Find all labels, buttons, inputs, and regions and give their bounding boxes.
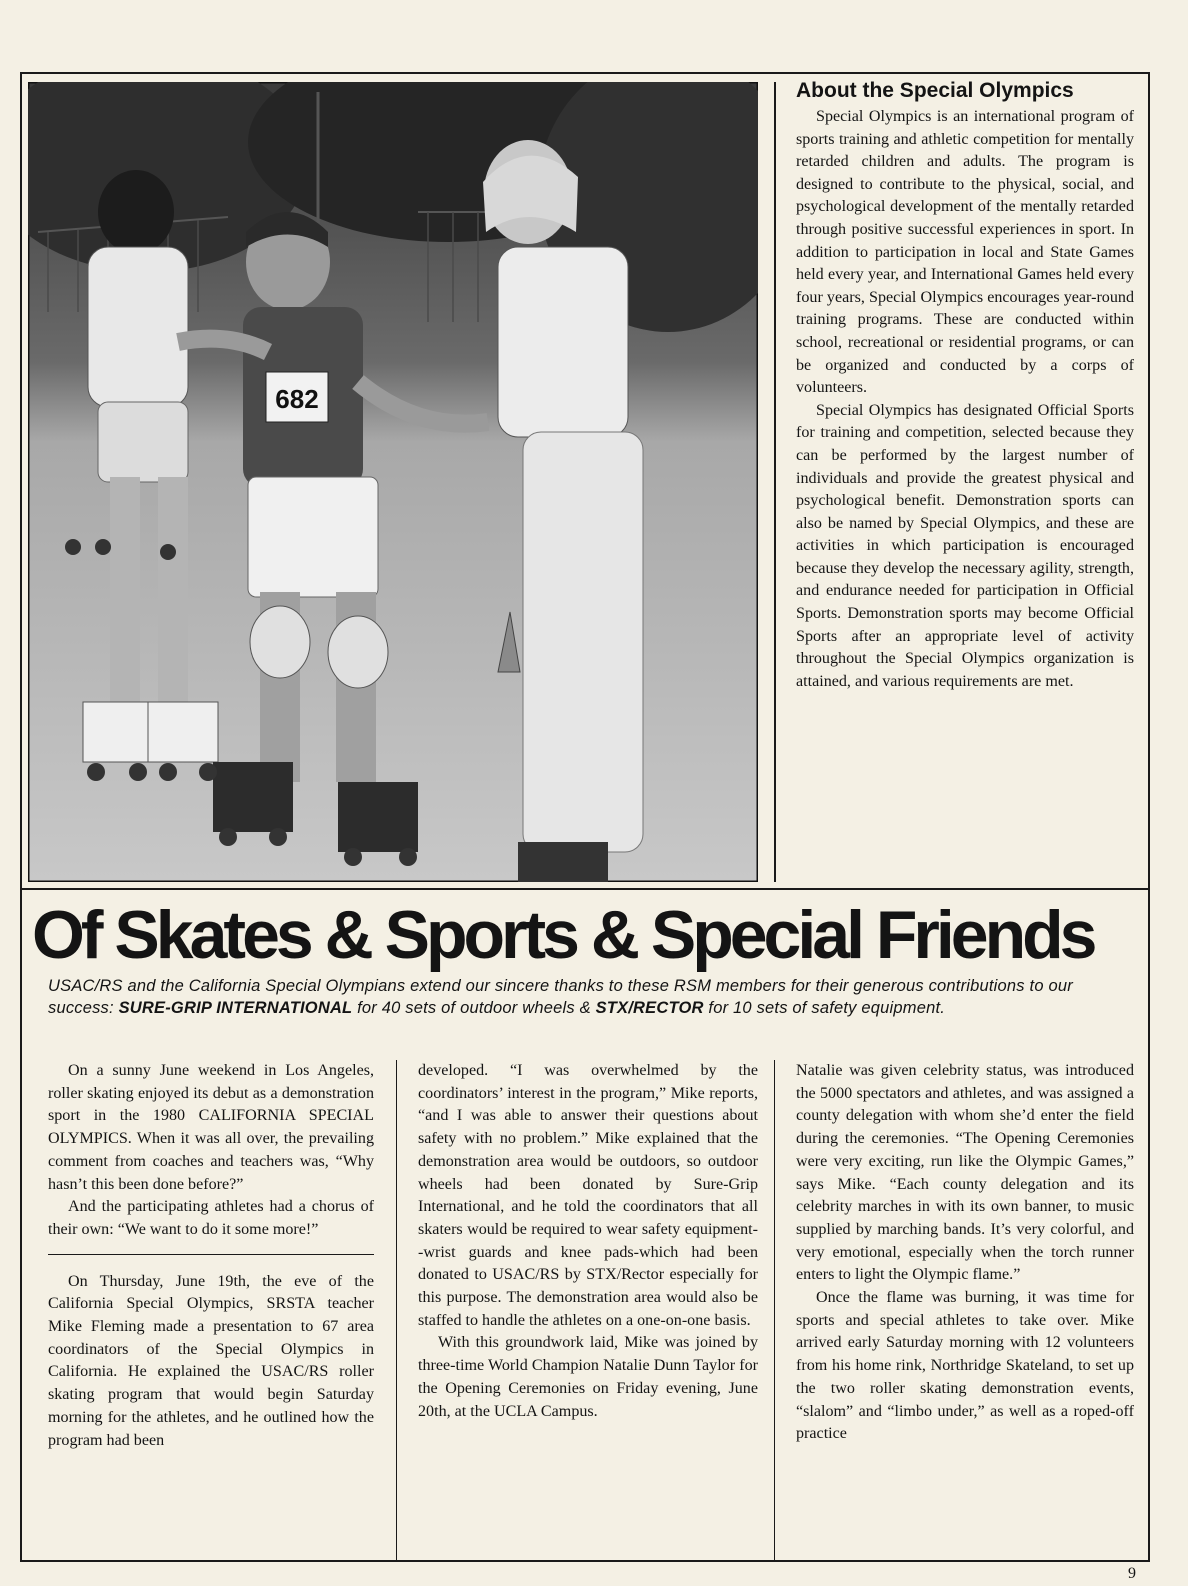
credits-end: for 10 sets of safety equipment.	[703, 998, 946, 1017]
article-column-1	[48, 1060, 374, 1452]
article-headline: Of Skates & Sports & Special Friends	[32, 897, 1094, 973]
sidebar-divider	[774, 82, 776, 882]
skaters-photo	[28, 82, 758, 882]
column-divider	[48, 1254, 374, 1255]
column-rule	[396, 1060, 397, 1562]
about-sidebar	[796, 78, 1134, 693]
article-paragraph: And the participating athletes had a chorus of their own: “We want to do it some more!”	[48, 1198, 374, 1238]
article-paragraph: On Thursday, June 19th, the eve of the California Special Olympics, SRSTA teacher Mike Fleming made a presentation to 67 area coordinators of the Special Olympics in California. He explained the USAC/RS roller skating program that would begin Saturday morning for the athletes, and he outlined how the program had been	[48, 1272, 374, 1449]
article-paragraph: With this groundwork laid, Mike was joined by three-time World Champion Natalie Dunn Taylor for the Opening Ceremonies on Friday evening, June 20th, at the UCLA Campus.	[418, 1334, 758, 1420]
sidebar-paragraph: Special Olympics is an international program of sports training and athletic competition for mentally retarded children and adults. The program is designed to contribute to the physical, social, and psychological development of the mentally retarded through positive successful experiences in sport. In addition to participation in local and State Games held every year, and International Games held every four years, Special Olympics encourages year-round training programs. These are conducted within school, recreational or residential programs, or can be organized and conducted by a corps of volunteers.	[796, 108, 1134, 397]
bib-number: 682	[275, 384, 319, 414]
article-paragraph: On a sunny June weekend in Los Angeles, roller skating enjoyed its debut as a demonstration sport in the 1980 CALIFORNIA SPECIAL OLYMPICS. When it was all over, the prevailing comment from coaches and teachers was, “Why hasn’t this been done before?”	[48, 1062, 374, 1193]
credits-middle: for 40 sets of outdoor wheels &	[352, 998, 596, 1017]
sponsor-sure-grip: SURE-GRIP INTERNATIONAL	[118, 998, 353, 1017]
article-column-3	[796, 1060, 1134, 1446]
sidebar-paragraph: Special Olympics has designated Official Sports for training and competition, selected because they can be performed by the largest number of individuals and provide the greatest physical and psychological benefit. Demonstration sports can also be named by Special Olympics, and these are activities in which participation is encouraged because they develop the necessary agility, strength, and endurance needed for participation in Official Sports. Demonstration sports may become Official Sports after an appropriate level of activity throughout the Special Olympics organization is attained, and various requirements are met.	[796, 401, 1134, 690]
page-number: 9	[1128, 1565, 1136, 1582]
sidebar-title: About the Special Olympics	[796, 79, 1074, 102]
column-rule	[774, 1060, 775, 1562]
article-paragraph: developed. “I was overwhelmed by the coordinators’ interest in the program,” Mike reports, “and I was able to answer their questions about safety with no problem.” Mike explained that the demonstration area would be outdoors, so outdoor wheels had been donated by Sure-Grip International, and he told the coordinators that all skaters would be required to wear safety equipment--wrist guards and knee pads-which had been donated to USAC/RS by STX/Rector especially for this purpose. The demonstration area would also be staffed to handle the athletes on a one-on-one basis.	[418, 1062, 758, 1329]
section-divider	[20, 888, 1150, 890]
sponsor-credits	[48, 976, 1128, 1019]
article-paragraph: Natalie was given celebrity status, was introduced the 5000 spectators and athletes, and was assigned a county delegation with whom she’d enter the field during the ceremonies. “The Opening Ceremonies were very exciting, run like the Olympic Games,” says Mike. “Each county delegation and its celebrity marches in with its own banner, to music supplied by marching bands. It’s very colorful, and very emotional, especially when the torch runner enters to light the Olympic flame.”	[796, 1062, 1134, 1284]
credits-intro: USAC/RS and the California Special Olympians extend our sincere thanks to these RSM members for their generous contributions to our success:	[48, 977, 1073, 1017]
article-paragraph: Once the flame was burning, it was time for sports and special athletes to take over. Mike arrived early Saturday morning with 12 volunteers from his home rink, Northridge Skateland, to set up the two roller skating demonstration events, “slalom” and “limbo under,” as well as a roped-off practice	[796, 1289, 1134, 1443]
article-column-2	[418, 1060, 758, 1423]
sponsor-stx-rector: STX/RECTOR	[595, 998, 704, 1017]
